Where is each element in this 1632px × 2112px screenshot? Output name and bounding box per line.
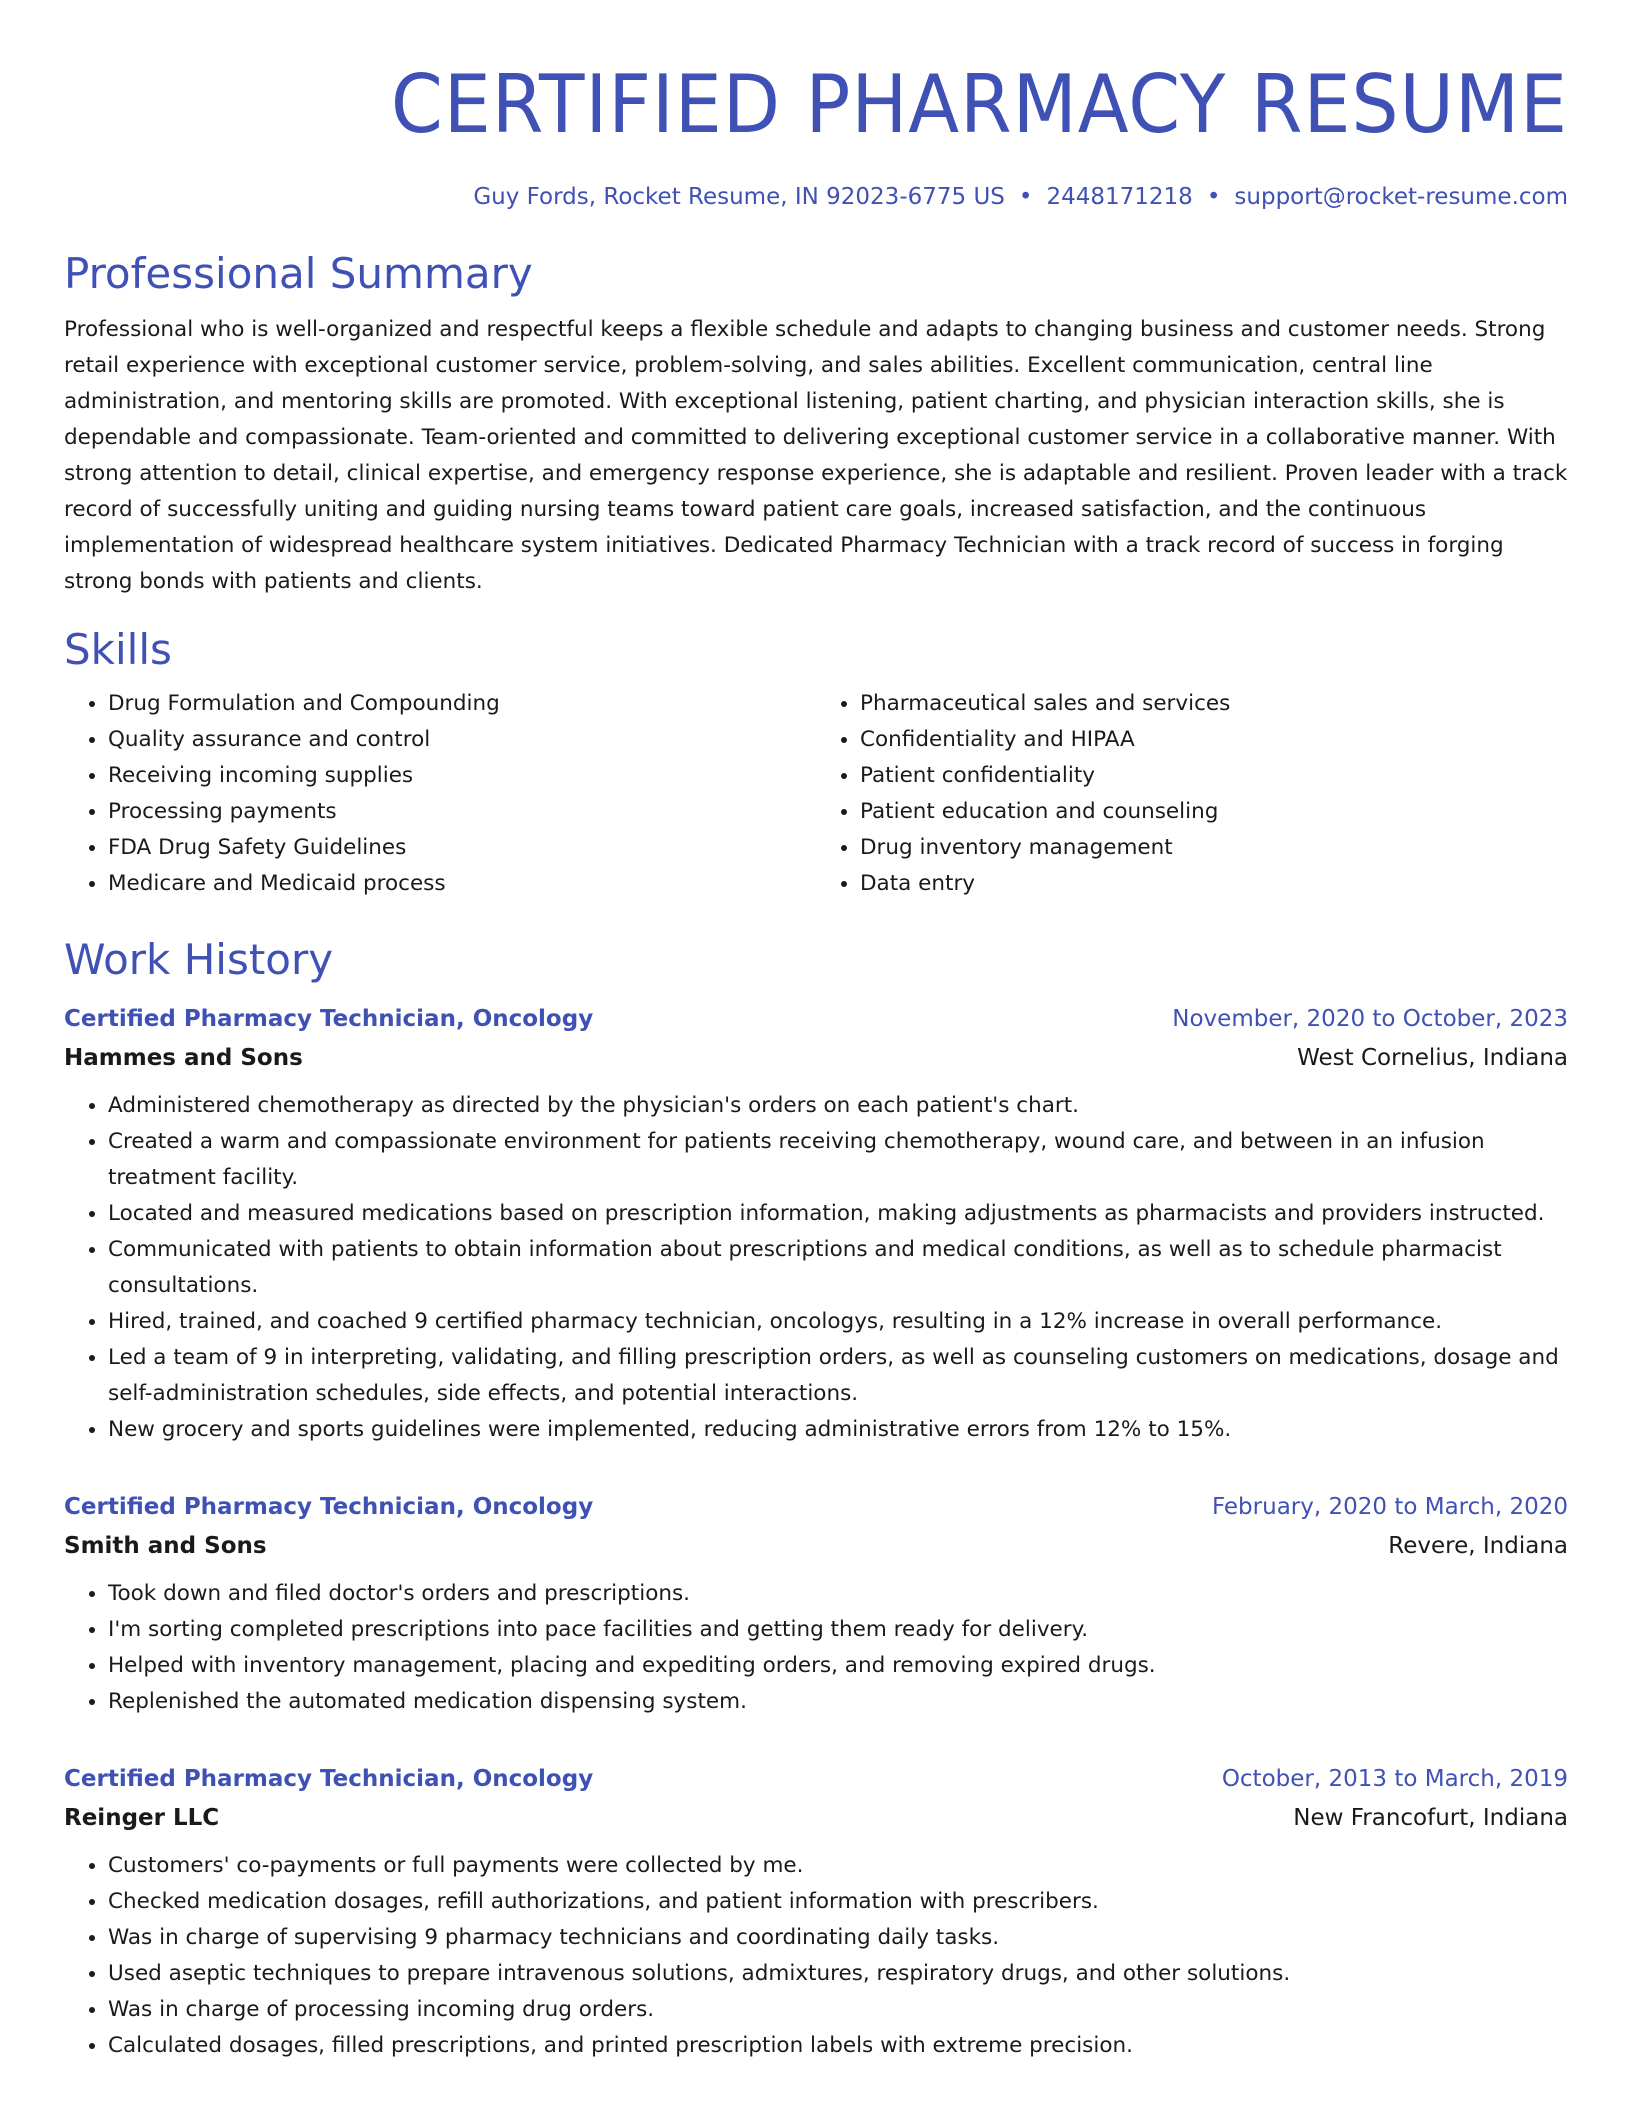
job-entry	[64, 1000, 1568, 1448]
skills-list	[816, 686, 1568, 902]
skill-item: • Drug Formulation and Compounding	[108, 686, 816, 722]
job-location: New Francofurt, Indiana	[1293, 1805, 1568, 1831]
contact-line	[64, 182, 1568, 212]
contact-phone: 2448171218	[1046, 184, 1193, 210]
skill-item: • FDA Drug Safety Guidelines	[108, 830, 816, 866]
skill-item: • Data entry	[860, 866, 1568, 902]
job-location: Revere, Indiana	[1388, 1533, 1568, 1559]
skill-item: • Patient education and counseling	[860, 794, 1568, 830]
skills-grid	[64, 686, 1568, 902]
job-company-row	[64, 1038, 1568, 1078]
job-entry	[64, 1488, 1568, 1720]
section-heading-skills: Skills	[64, 625, 172, 674]
resume-title: CERTIFIED PHARMACY RESUME	[390, 58, 1568, 151]
resume-header	[64, 50, 1568, 212]
job-title: Certified Pharmacy Technician, Oncology	[64, 1006, 594, 1032]
job-bullet: • Located and measured medications based on prescription information, making adjustments as pharmacists and providers instructed.	[108, 1196, 1568, 1232]
skills-list	[64, 686, 816, 902]
job-title-row	[64, 1760, 1568, 1798]
job-bullet: • Calculated dosages, filled prescriptions, and printed prescription labels with extreme precision.	[108, 2028, 1568, 2064]
job-bullet: • New grocery and sports guidelines were implemented, reducing administrative errors from 12% to 15%.	[108, 1412, 1568, 1448]
section-heading-work-history: Work History	[64, 935, 334, 984]
summary-paragraph: Professional who is well-organized and respectful keeps a flexible schedule and adapts to changing business and customer needs. Strong retail experience with exceptional customer service, problem-solving, and sales abilities. Excellent communication, central line administration, and mentoring skills are promoted. With exceptional listening, patient charting, and physician interaction skills, she is dependable and compassionate. Team-oriented and committed to delivering exceptional customer service in a collaborative manner. With strong attention to detail, clinical expertise, and emergency response experience, she is adaptable and resilient. Proven leader with a track record of successfully uniting and guiding nursing teams toward patient care goals, increased satisfaction, and the continuous implementation of widespread healthcare system initiatives. Dedicated Pharmacy Technician with a track record of success in forging strong bonds with patients and clients.	[64, 317, 1568, 594]
job-bullet: • Was in charge of processing incoming drug orders.	[108, 1992, 1568, 2028]
job-bullet: • Checked medication dosages, refill authorizations, and patient information with prescribers.	[108, 1884, 1568, 1920]
work-history-section	[64, 932, 1568, 2064]
job-entry	[64, 1760, 1568, 2064]
skills-column-left	[64, 686, 816, 902]
job-location: West Cornelius, Indiana	[1297, 1045, 1568, 1071]
job-title: Certified Pharmacy Technician, Oncology	[64, 1494, 594, 1520]
job-dates: October, 2013 to March, 2019	[1221, 1766, 1568, 1792]
job-bullet: • I'm sorting completed prescriptions into pace facilities and getting them ready for delivery.	[108, 1612, 1568, 1648]
skill-item: • Receiving incoming supplies	[108, 758, 816, 794]
job-bullet: • Led a team of 9 in interpreting, validating, and filling prescription orders, as well as counseling customers on medications, dosage and self-administration schedules, side effects, and potential interactions.	[108, 1340, 1568, 1412]
contact-address: Guy Fords, Rocket Resume, IN 92023-6775 US	[473, 184, 1005, 210]
skill-item: • Pharmaceutical sales and services	[860, 686, 1568, 722]
job-title-row	[64, 1000, 1568, 1038]
professional-summary-section	[64, 246, 1568, 600]
contact-separator: •	[1206, 184, 1221, 210]
job-company: Smith and Sons	[64, 1533, 267, 1559]
job-title-row	[64, 1488, 1568, 1526]
skill-item: • Confidentiality and HIPAA	[860, 722, 1568, 758]
job-bullet: • Communicated with patients to obtain information about prescriptions and medical conditions, as well as to schedule pharmacist consultations.	[108, 1232, 1568, 1304]
job-dates: November, 2020 to October, 2023	[1172, 1006, 1568, 1032]
job-company-row	[64, 1526, 1568, 1566]
job-bullet: • Took down and filed doctor's orders and prescriptions.	[108, 1576, 1568, 1612]
skills-section	[64, 622, 1568, 902]
contact-email: support@rocket-resume.com	[1234, 184, 1568, 210]
job-bullet: • Customers' co-payments or full payments were collected by me.	[108, 1848, 1568, 1884]
skill-item: • Medicare and Medicaid process	[108, 866, 816, 902]
skill-item: • Quality assurance and control	[108, 722, 816, 758]
job-bullet: • Helped with inventory management, placing and expediting orders, and removing expired drugs.	[108, 1648, 1568, 1684]
job-bullet: • Created a warm and compassionate environment for patients receiving chemotherapy, wound care, and between in an infusion treatment facility.	[108, 1124, 1568, 1196]
skill-item: • Patient confidentiality	[860, 758, 1568, 794]
skill-item: • Processing payments	[108, 794, 816, 830]
job-title: Certified Pharmacy Technician, Oncology	[64, 1766, 594, 1792]
job-company-row	[64, 1798, 1568, 1838]
job-bullets	[64, 1576, 1568, 1720]
job-bullet: • Hired, trained, and coached 9 certified pharmacy technician, oncologys, resulting in a 12% increase in overall performance.	[108, 1304, 1568, 1340]
job-bullets	[64, 1088, 1568, 1448]
job-bullet: • Was in charge of supervising 9 pharmacy technicians and coordinating daily tasks.	[108, 1920, 1568, 1956]
skills-column-right	[816, 686, 1568, 902]
job-company: Hammes and Sons	[64, 1045, 303, 1071]
job-dates: February, 2020 to March, 2020	[1211, 1494, 1568, 1520]
section-heading-summary: Professional Summary	[64, 249, 533, 298]
job-bullet: • Used aseptic techniques to prepare intravenous solutions, admixtures, respiratory drugs, and other solutions.	[108, 1956, 1568, 1992]
job-bullet: • Administered chemotherapy as directed by the physician's orders on each patient's chart.	[108, 1088, 1568, 1124]
job-bullets	[64, 1848, 1568, 2064]
contact-separator: •	[1018, 184, 1033, 210]
job-bullet: • Replenished the automated medication dispensing system.	[108, 1684, 1568, 1720]
job-company: Reinger LLC	[64, 1805, 220, 1831]
skill-item: • Drug inventory management	[860, 830, 1568, 866]
